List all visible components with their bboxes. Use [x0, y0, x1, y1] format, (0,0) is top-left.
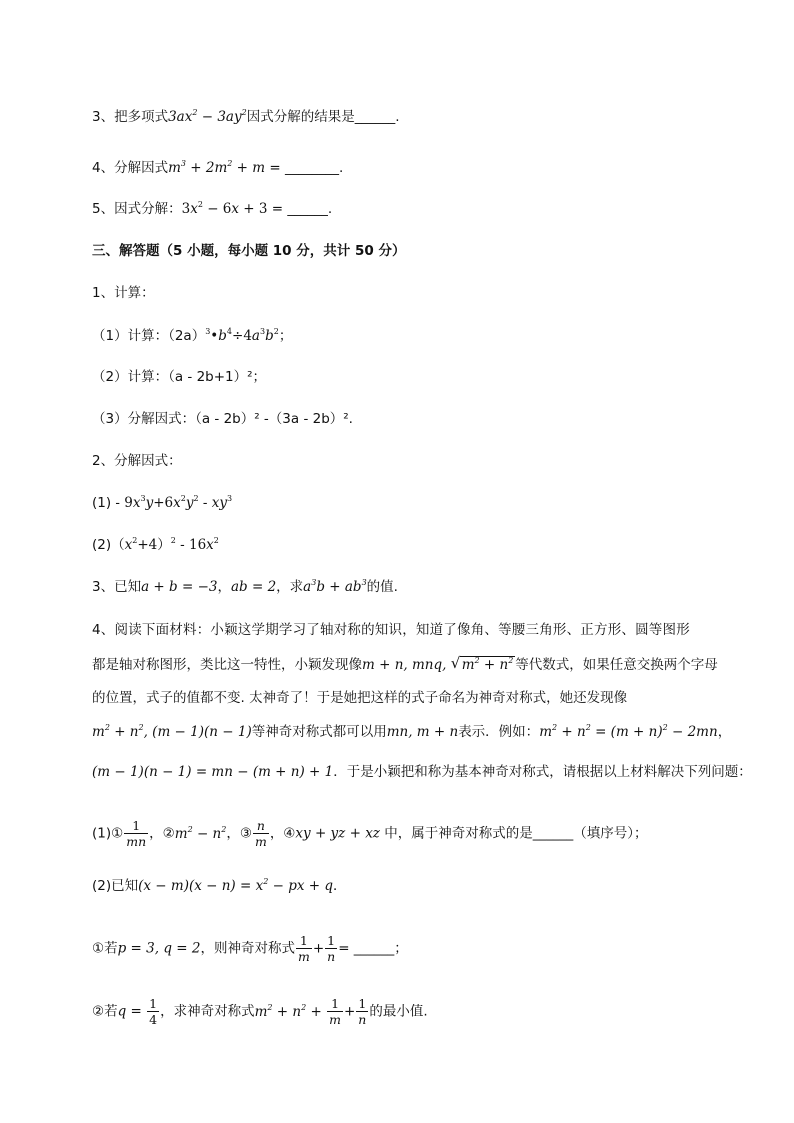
- fill-question-4: 4、分解因式$m^3 + 2m^2 + m$ = ________.: [92, 159, 344, 176]
- section-heading: 三、解答题（5 小题，每小题 10 分，共计 50 分）: [92, 243, 406, 259]
- problem-4-line-3: 的位置，式子的值都不变. 太神奇了！于是她把这样的式子命名为神奇对称式，她还发现像: [92, 690, 628, 706]
- math-expression: (m − 1)(n − 1) = mn − (m + n) + 1: [92, 764, 334, 780]
- math-expression: $m^2 + n^2$, (m − 1)(n − 1): [92, 723, 252, 740]
- math-expression: $a^3b + ab^3$: [303, 578, 367, 595]
- fraction: $\frac{1}{n}$: [358, 996, 367, 1027]
- problem-2-part-2: $(2)(x^2+4)^2 - 16x^2$: [92, 536, 219, 553]
- problem-1-part-3: （3）分解因式：（a - 2b）² -（3a - 2b）².: [92, 411, 353, 427]
- problem-4-question-1: (1)① $\frac{1}{mn}$ ，$②m^2 - n^2$，③ $\frac{n}{m}$ ，④xy + yz + xz 中，属于神奇对称式的是______（填序号）；: [92, 818, 648, 849]
- problem-1-title: 1、计算：: [92, 285, 155, 301]
- fraction: $\frac{1}{mn}$: [126, 818, 147, 849]
- problem-1-part-1: （1）计算：$(2a)^3•b^4\div 4a^3b^2$；: [92, 327, 293, 344]
- math-expression: - $9x^3y+6x^2y^2 - xy^3$: [111, 494, 233, 511]
- problem-2-part-1: $(1) - 9x^3y+6x^2y^2 - xy^3$: [92, 494, 233, 511]
- math-expression: m + n, mnq,: [362, 657, 451, 673]
- math-expression: $m^3 + 2m^2 + m$: [168, 159, 270, 176]
- math-expression: q =: [117, 1003, 147, 1020]
- math-expression: $3x^2 - 6x + 3$: [181, 200, 272, 217]
- problem-4-question-2: (2)已知$(x - m)(x - n) = x^2$ − px + q．: [92, 877, 347, 894]
- math-expression: p = 3, q = 2: [117, 940, 201, 957]
- math-expression: $(x^2+4)^2 - 16x^2$: [111, 536, 219, 553]
- fraction: $\frac{1}{4}$: [149, 996, 158, 1027]
- fill-question-3: 3、把多项式$3ax^2 - 3ay^2$因式分解的结果是______.: [92, 108, 400, 125]
- fill-question-5: 5、因式分解：$3x^2 - 6x + 3$ = ______.: [92, 200, 333, 217]
- problem-4-line-2: 都是轴对称图形，类比这一特性，小颖发现像m + n, mnq, √ $m^2 + n^2$ 等代数式，如果任意交换两个字母: [92, 654, 718, 673]
- problem-3: 3、已知a + b = −3，ab = 2，求$a^3b + ab^3$的值.: [92, 578, 398, 595]
- problem-4-line-5: (m − 1)(n − 1) = mn − (m + n) + 1．于是小颖把和称为基本神奇对称式，请根据以上材料解决下列问题：: [92, 764, 752, 780]
- math-expression: ab = 2: [230, 579, 277, 595]
- math-expression: a + b = −3: [141, 579, 218, 595]
- problem-4-case-2: ②若q = $\frac{1}{4}$ ，求神奇对称式$m^2 + n^2$ + $\frac{1}{m}$ + $\frac{1}{n}$ 的最小值.: [92, 996, 428, 1027]
- fraction: $\frac{1}{n}$: [327, 933, 336, 964]
- problem-4-line-1: 4、阅读下面材料：小颖这学期学习了轴对称的知识，知道了像角、等腰三角形、正方形、圆等图形: [92, 622, 690, 638]
- math-expression: $m^2 + n^2$ +: [254, 1002, 327, 1020]
- math-expression: $m^2 + n^2 = (m + n)^2 - 2mn$: [539, 723, 718, 740]
- math-expression: xy + yz + xz: [295, 825, 385, 842]
- math-expression: $m^2 - n^2$: [174, 824, 227, 842]
- sqrt-expression: √ $m^2 + n^2$: [450, 654, 514, 673]
- fraction: $\frac{1}{m}$: [297, 933, 310, 964]
- math-expression: $(x - m)(x - n) = x^2$ − px + q: [138, 877, 333, 894]
- math-expression: $3ax^2 - 3ay^2$: [168, 108, 247, 125]
- fraction: $\frac{1}{m}$: [329, 996, 341, 1027]
- fraction: $\frac{n}{m}$: [254, 818, 267, 849]
- problem-4-case-1: ①若p = 3, q = 2，则神奇对称式 $\frac{1}{m}$ + $\frac{1}{n}$ = ______；: [92, 933, 408, 964]
- problem-2-title: 2、分解因式：: [92, 453, 182, 469]
- math-expression: $^3•b^4\div 4a^3b^2$；: [205, 327, 293, 344]
- problem-1-part-2: （2）计算：（a - 2b+1）²；: [92, 369, 267, 385]
- math-expression: mn, m + n: [386, 724, 459, 740]
- problem-4-line-4: $m^2 + n^2$, (m − 1)(n − 1)等神奇对称式都可以用mn, m + n表示．例如：$m^2 + n^2 = (m + n)^2 - 2mn$，: [92, 723, 732, 740]
